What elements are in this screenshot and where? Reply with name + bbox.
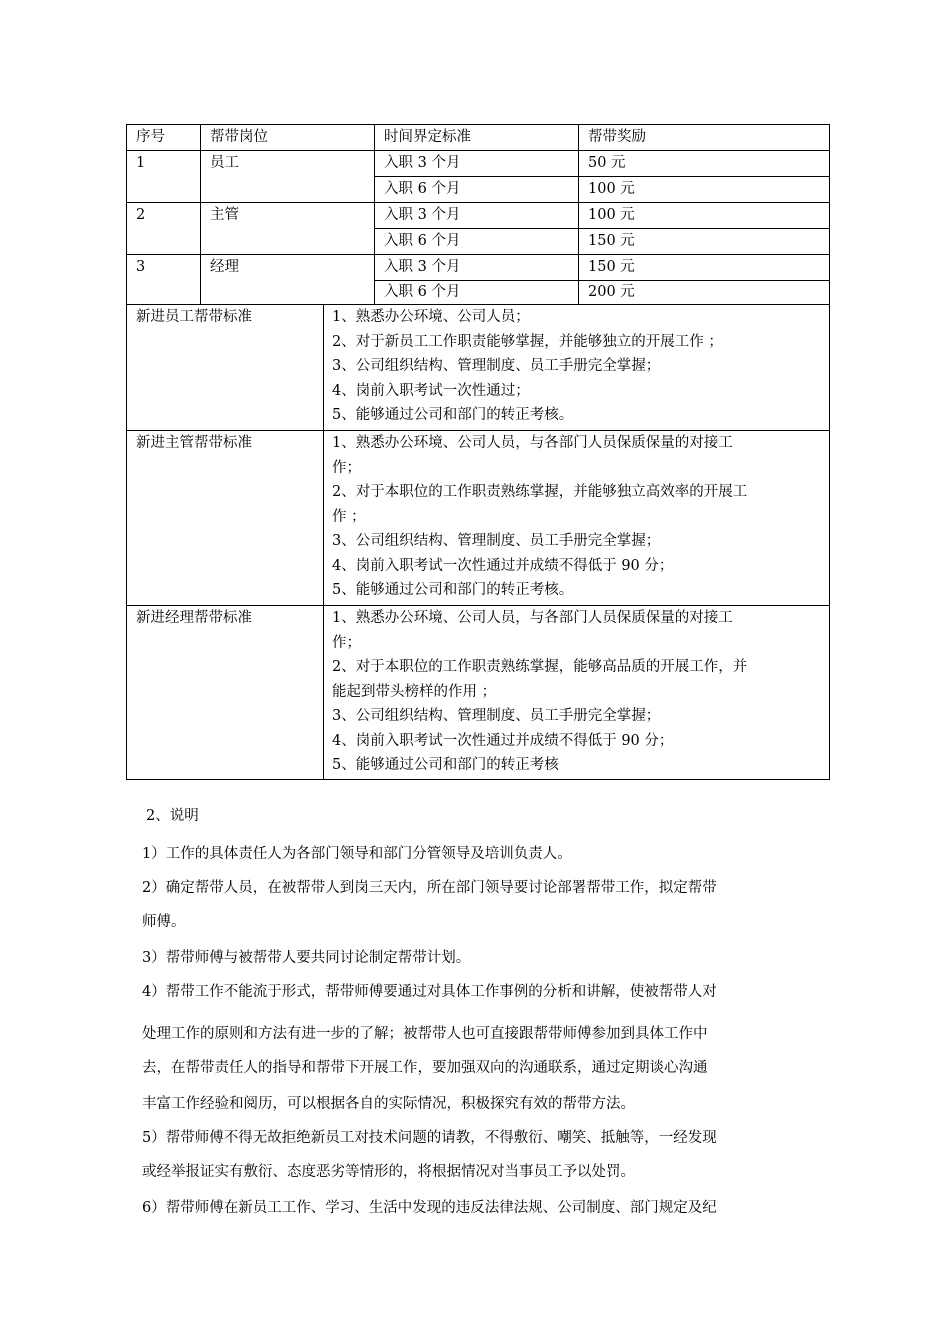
standard-lines (332, 305, 723, 428)
notes-line: 5）帮带师傅不得无故拒绝新员工对技术问题的请教，不得敷衍、嘲笑、抵触等，一经发现 (142, 1130, 717, 1146)
standard-line: 1、熟悉办公环境、公司人员； (332, 309, 530, 325)
standard-line: 3、公司组织结构、管理制度、员工手册完全掌握； (332, 533, 661, 549)
standard-lines (332, 431, 747, 603)
standard-line: 作； (332, 459, 361, 476)
row-reward: 150 元 (588, 259, 635, 275)
standard-title: 新进经理帮带标准 (136, 610, 252, 626)
standard-line: 4、岗前入职考试一次性通过并成绩不得低于 90 分； (332, 732, 674, 749)
notes-line: 处理工作的原则和方法有进一步的了解；被帮带人也可直接跟帮带师傅参加到具体工作中 (142, 1026, 708, 1042)
row-reward: 200 元 (588, 284, 635, 300)
row-reward: 100 元 (588, 207, 635, 223)
notes-line: 3）帮带师傅与被帮带人要共同讨论制定帮带计划。 (142, 950, 471, 966)
row-number: 3 (136, 259, 146, 275)
row-position: 经理 (210, 259, 239, 275)
header-number: 序号 (136, 129, 165, 145)
standard-lines (332, 606, 747, 778)
standard-line: 作 ； (332, 508, 366, 525)
row-period: 入职 3 个月 (384, 207, 461, 223)
row-reward: 150 元 (588, 233, 635, 249)
row-period: 入职 6 个月 (384, 284, 461, 300)
standard-line: 能起到带头榜样的作用 ； (332, 683, 497, 700)
standard-title: 新进主管帮带标准 (136, 435, 252, 451)
row-position: 员工 (210, 155, 239, 171)
header-position: 帮带岗位 (210, 129, 268, 145)
notes-line: 6）帮带师傅在新员工工作、学习、生活中发现的违反法律法规、公司制度、部门规定及纪 (142, 1200, 717, 1216)
row-period: 入职 3 个月 (384, 155, 461, 171)
standard-line: 作； (332, 634, 361, 651)
standard-line: 3、公司组织结构、管理制度、员工手册完全掌握； (332, 358, 661, 374)
header-period: 时间界定标准 (384, 129, 471, 145)
standard-line: 2、对于本职位的工作职责熟练掌握，并能够独立高效率的开展工 (332, 484, 748, 500)
row-position: 主管 (210, 207, 239, 223)
standard-line: 4、岗前入职考试一次性通过； (332, 382, 530, 399)
standard-line: 2、对于本职位的工作职责熟练掌握，能够高品质的开展工作，并 (332, 659, 748, 675)
standard-line: 5、能够通过公司和部门的转正考核。 (332, 582, 574, 598)
standard-line: 5、能够通过公司和部门的转正考核 (332, 757, 559, 773)
standard-line: 2、对于新员工工作职责能够掌握，并能够独立的开展工作 ； (332, 333, 723, 350)
row-period: 入职 3 个月 (384, 259, 461, 275)
row-period: 入职 6 个月 (384, 233, 461, 249)
row-number: 2 (136, 207, 146, 223)
notes-line: 去，在帮带责任人的指导和帮带下开展工作，要加强双向的沟通联系，通过定期谈心沟通 (142, 1060, 708, 1076)
notes-line: 丰富工作经验和阅历，可以根据各自的实际情况，积极探究有效的帮带方法。 (142, 1096, 635, 1112)
row-period: 入职 6 个月 (384, 181, 461, 197)
standard-line: 3、公司组织结构、管理制度、员工手册完全掌握； (332, 708, 661, 724)
notes-line: 2）确定帮带人员，在被帮带人到岗三天内，所在部门领导要讨论部署帮带工作，拟定帮带 (142, 880, 717, 896)
standard-line: 1、熟悉办公环境、公司人员，与各部门人员保质保量的对接工 (332, 610, 733, 626)
standard-line: 4、岗前入职考试一次性通过并成绩不得低于 90 分； (332, 557, 674, 574)
notes-line: 或经举报证实有敷衍、态度恶劣等情形的，将根据情况对当事员工予以处罚。 (142, 1164, 635, 1180)
row-number: 1 (136, 155, 146, 171)
header-reward: 帮带奖励 (588, 129, 646, 145)
notes-heading: 2、说明 (146, 808, 199, 824)
row-reward: 50 元 (588, 155, 626, 171)
standard-title: 新进员工帮带标准 (136, 309, 252, 325)
row-reward: 100 元 (588, 181, 635, 197)
notes-line: 1）工作的具体责任人为各部门领导和部门分管领导及培训负责人。 (142, 846, 572, 862)
standard-line: 5、能够通过公司和部门的转正考核。 (332, 407, 574, 423)
standard-line: 1、熟悉办公环境、公司人员，与各部门人员保质保量的对接工 (332, 435, 733, 451)
notes-line: 4）帮带工作不能流于形式，帮带师傅要通过对具体工作事例的分析和讲解，使被帮带人对 (142, 984, 717, 1000)
notes-line: 师傅。 (142, 914, 186, 930)
